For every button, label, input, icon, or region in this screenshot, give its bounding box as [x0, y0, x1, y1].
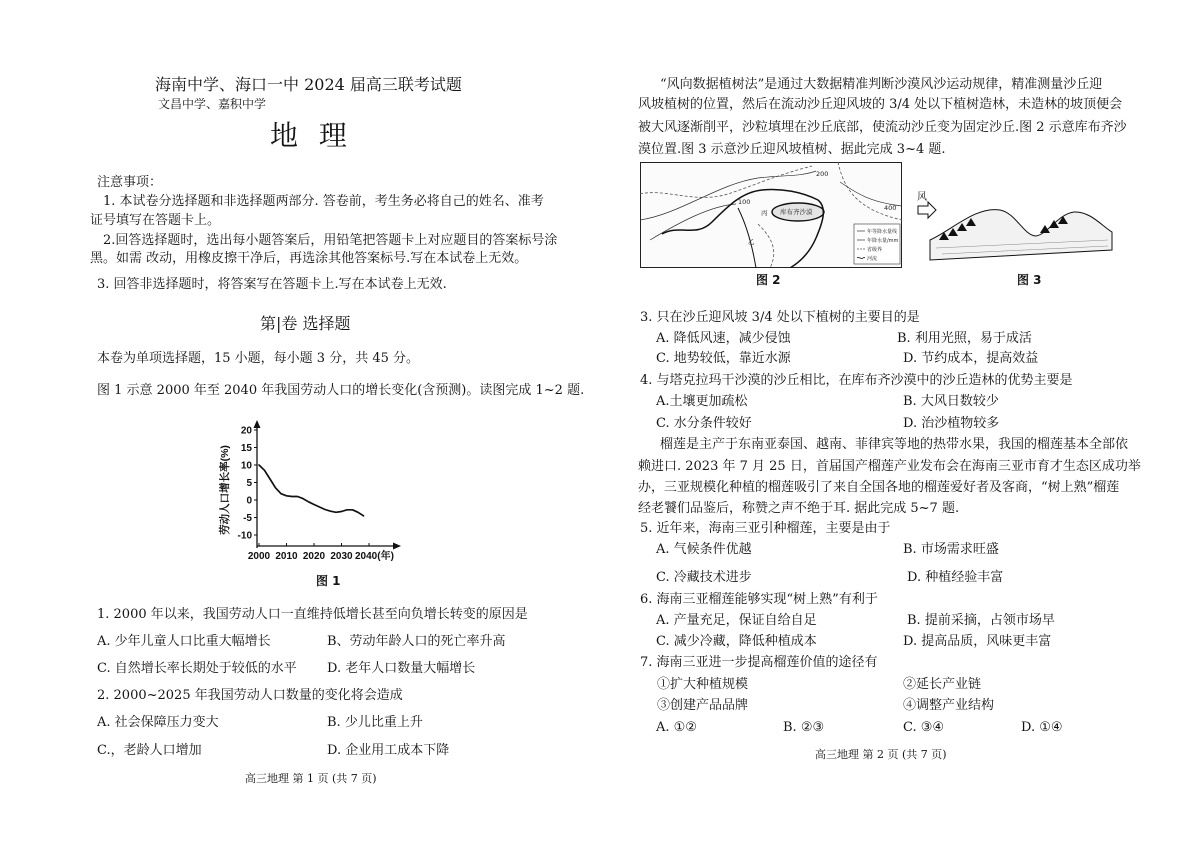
figure1-caption: 图 1 [316, 574, 341, 588]
question-2-option-b: B. 少儿比重上升 [327, 715, 423, 730]
question-3-option-a: A. 降低风速，减少侵蚀 [656, 331, 791, 346]
section-title: 第|卷 选择题 [260, 314, 351, 333]
wind-label: 风 [917, 192, 927, 203]
question-5-option-a: A. 气候条件优越 [656, 542, 752, 557]
y-axis-label: 劳动人口增长率(%) [219, 445, 231, 535]
isoline-200-label: 200 [816, 170, 829, 178]
isoline-400-label: 400 [884, 204, 897, 212]
x-axis-arrow [393, 543, 401, 550]
dune-surface [930, 210, 1112, 260]
question-4-option-b: B. 大风日数较少 [903, 394, 999, 409]
legend-label: 省级界 [867, 247, 883, 253]
question-2-option-a: A. 社会保障压力变大 [97, 715, 219, 730]
place-label: 丙 [761, 209, 768, 217]
figure1-intro: 图 1 示意 2000 年至 2040 年我国劳动人口的增长变化(含预测)。读图完成 1~2 题. [97, 383, 585, 398]
x-tick-label: 2040(年) [355, 551, 394, 562]
notice-line: 黑。如需 改动，用橡皮擦干净后，再选涂其他答案标号.写在本试卷上无效。 [90, 251, 528, 266]
figure2-map [640, 162, 902, 268]
question-5-stem: 5. 近年来，海南三亚引种榴莲，主要是由于 [640, 521, 891, 536]
question-7-option-a: A. ①② [656, 720, 697, 735]
y-tick-label: 15 [240, 443, 252, 454]
question-2-option-d: D. 企业用工成本下降 [327, 743, 450, 758]
question-2-option-c: C.，老龄人口增加 [97, 743, 202, 758]
notice-line: 1. 本试卷分选择题和非选择题两部分. 答卷前，考生务必将自己的姓名、准考 [103, 194, 544, 209]
figure3-caption: 图 3 [1017, 273, 1042, 287]
passage1-line: “风向数据植树法”是通过大数据精准判断沙漠风沙运动规律，精准测量沙丘迎 [660, 77, 1103, 92]
y-tick-label: -10 [237, 530, 252, 542]
passage2-line: 办，三亚规模化种植的榴莲吸引了来自全国各地的榴莲爱好者及客商，“树上熟”榴莲 [638, 480, 1120, 495]
question-6-stem: 6. 海南三亚榴莲能够实现“树上熟”有利于 [640, 592, 878, 607]
question-7-option-c: C. ③④ [903, 720, 945, 735]
question-1-option-d: D. 老年人口数量大幅增长 [327, 661, 476, 676]
question-1-stem: 1. 2000 年以来，我国劳动人口一直维持低增长甚至向负增长转变的原因是 [97, 607, 528, 622]
y-tick-label: 10 [240, 460, 252, 472]
y-tick-label: 5 [246, 478, 252, 489]
figure3-dune-diagram [912, 188, 1117, 268]
question-3-option-b: B. 利用光照，易于成活 [897, 331, 1032, 346]
legend-label: 年等降水量线 [867, 229, 898, 235]
notice-line: 2.回答选择题时，选出每小题答案后，用铅笔把答题卡上对应题目的答案标号涂 [103, 233, 558, 248]
question-5-option-d: D. 种植经验丰富 [907, 570, 1004, 585]
figure1-chart [215, 420, 415, 568]
question-7-item: ③创建产品品牌 [657, 698, 749, 713]
question-6-option-b: B. 提前采摘，占领市场早 [907, 613, 1055, 628]
question-6-option-a: A. 产量充足，保证自给自足 [656, 613, 817, 628]
passage2-line: 榴莲是主产于东南亚泰国、越南、菲律宾等地的热带水果，我国的榴莲基本全部依 [660, 437, 1129, 452]
place-label: 乙 [748, 238, 755, 246]
passage1-line: 风坡植树的位置，然后在流动沙丘迎风坡的 3/4 处以下植树造林，未造林的坡顶便会 [638, 97, 1123, 112]
desert-label: 库布齐沙漠 [780, 208, 813, 216]
question-7-item: ②延长产业链 [903, 677, 982, 692]
question-5-option-c: C. 冷藏技术进步 [656, 570, 752, 585]
notice-line: 证号填写在答题卡上。 [90, 213, 221, 228]
page-1-footer: 高三地理 第 1 页 (共 7 页) [245, 772, 377, 785]
x-tick-label: 2010 [275, 551, 298, 562]
passage1-line: 漠位置.图 3 示意沙丘迎风坡植树、据此完成 3~4 题. [638, 142, 946, 157]
question-4-option-c: C. 水分条件较好 [656, 416, 752, 431]
figure2-caption: 图 2 [756, 273, 781, 287]
page-2-footer: 高三地理 第 2 页 (共 7 页) [815, 748, 947, 761]
x-tick-label: 2030 [330, 551, 353, 562]
y-axis-arrow [254, 420, 261, 428]
legend-label: 年降水量/mm [867, 238, 899, 244]
question-7-item: ①扩大种植规模 [657, 677, 749, 692]
x-tick-label: 2020 [302, 551, 326, 562]
wind-arrow-icon [918, 202, 936, 218]
legend-label: 河流 [867, 256, 878, 262]
question-7-item: ④调整产业结构 [903, 698, 995, 713]
notice-line: 3. 回答非选择题时，将答案写在答题卡上.写在本试卷上无效. [97, 277, 447, 292]
question-7-option-b: B. ②③ [783, 720, 825, 735]
passage2-line: 赖进口. 2023 年 7 月 25 日，首届国产榴莲产业发布会在海南三亚市育才生态区成功举 [638, 459, 1141, 474]
x-tick-label: 2000 [247, 551, 271, 562]
question-7-option-d: D. ①④ [1021, 720, 1063, 735]
y-tick-label: 20 [240, 425, 252, 437]
y-tick-label: -5 [243, 513, 252, 524]
question-3-stem: 3. 只在沙丘迎风坡 3/4 处以下植树的主要目的是 [640, 310, 920, 325]
exam-subtitle: 文昌中学、嘉积中学 [158, 97, 267, 111]
isoline-100-label: 100 [738, 198, 751, 206]
question-6-option-d: D. 提高品质，风味更丰富 [903, 634, 1052, 649]
question-1-option-c: C. 自然增长率长期处于较低的水平 [97, 661, 297, 676]
question-7-stem: 7. 海南三亚进一步提高榴莲价值的途径有 [640, 655, 878, 670]
question-4-option-d: D. 治沙植物较多 [903, 416, 1000, 431]
question-4-stem: 4. 与塔克拉玛干沙漠的沙丘相比，在库布齐沙漠中的沙丘造林的优势主要是 [640, 373, 1073, 388]
question-1-option-a: A. 少年儿童人口比重大幅增长 [97, 634, 271, 649]
question-3-option-d: D. 节约成本，提高效益 [903, 351, 1039, 366]
question-3-option-c: C. 地势较低，靠近水源 [656, 351, 791, 366]
subject-title: 地 理 [270, 119, 353, 152]
question-1-option-b: B、劳动年龄人口的死亡率升高 [327, 634, 506, 649]
question-6-option-c: C. 减少冷藏，降低种植成本 [656, 634, 817, 649]
y-tick-label: 0 [246, 495, 252, 507]
question-5-option-b: B. 市场需求旺盛 [903, 542, 999, 557]
notice-heading: 注意事项： [97, 175, 163, 190]
passage1-line: 被大风逐渐削平，沙粒填埋在沙丘底部，使流动沙丘变为固定沙丘.图 2 示意库布齐沙 [638, 120, 1127, 135]
section-intro: 本卷为单项选择题，15 小题，每小题 3 分，共 45 分。 [97, 351, 420, 366]
passage2-line: 经老饕们品鉴后，称赞之声不绝于耳. 据此完成 5~7 题. [638, 501, 960, 516]
exam-title: 海南中学、海口一中 2024 届高三联考试题 [155, 75, 462, 94]
question-2-stem: 2. 2000~2025 年我国劳动人口数量的变化将会造成 [97, 688, 403, 703]
question-4-option-a: A.土壤更加疏松 [656, 394, 748, 409]
labor-growth-line [259, 465, 364, 516]
